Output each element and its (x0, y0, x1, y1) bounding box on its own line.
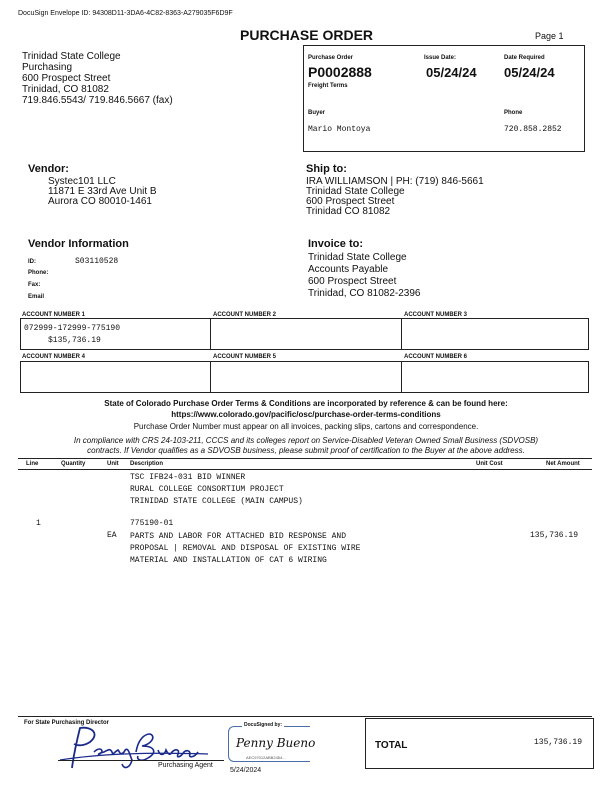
freight-terms-label: Freight Terms (308, 83, 348, 89)
buyer-name: Mario Montoya (308, 125, 371, 134)
intro-line: TSC IFB24-031 BID WINNER (130, 473, 246, 482)
ship-city: Trinidad CO 81082 (306, 206, 391, 217)
description-intro (130, 472, 303, 508)
issue-date-label: Issue Date: (424, 55, 457, 61)
col-net-amount-header: Net Amount (546, 461, 580, 467)
terms-block (0, 398, 612, 456)
envelope-id: DocuSign Envelope ID: 94308D11-3DA6-4C82-8363-A279035F6D9F (18, 10, 233, 17)
terms-line-5: contracts. If Vendor qualifies as a SDVOSB business, please submit proof of certification to the Buyer at the above address. (87, 446, 525, 455)
buyer-label: Buyer (308, 110, 326, 116)
vendor-address (48, 177, 157, 207)
invoice-city: Trinidad, CO 81082-2396 (308, 288, 421, 299)
item-description-line: PARTS AND LABOR FOR ATTACHED BID RESPONSE AND (130, 532, 347, 541)
page-title: PURCHASE ORDER (240, 27, 374, 43)
account-number-4-label: ACCOUNT NUMBER 4 (22, 354, 85, 360)
vendor-heading: Vendor: (28, 163, 69, 175)
po-number-label: Purchase Order (308, 55, 354, 61)
account-number-2-label: ACCOUNT NUMBER 2 (213, 312, 276, 318)
item-line-number: 1 (36, 519, 41, 528)
item-unit: EA (107, 531, 117, 540)
vendor-fax-label: Fax: (28, 282, 41, 288)
vendor-id: S03110528 (75, 257, 119, 266)
item-description (130, 531, 360, 567)
org-street: 600 Prospect Street (22, 73, 111, 84)
terms-line-3: Purchase Order Number must appear on all invoices, packing slips, cartons and correspondence. (133, 422, 479, 431)
invoice-address (308, 252, 420, 300)
ship-name: Trinidad State College (306, 186, 405, 197)
account-number-3-label: ACCOUNT NUMBER 3 (404, 312, 467, 318)
date-required: 05/24/24 (504, 65, 555, 80)
item-code: 775190-01 (130, 519, 174, 528)
account-number-5-label: ACCOUNT NUMBER 5 (213, 354, 276, 360)
issue-date: 05/24/24 (426, 65, 477, 80)
terms-line-1: State of Colorado Purchase Order Terms & Conditions are incorporated by reference & can be found here: (104, 399, 508, 408)
org-dept: Purchasing (22, 62, 73, 73)
intro-line: TRINIDAD STATE COLLEGE (MAIN CAMPUS) (130, 497, 303, 506)
ship-street: 600 Prospect Street (306, 196, 395, 207)
col-line-header: Line (26, 461, 39, 467)
account-number-1-label: ACCOUNT NUMBER 1 (22, 312, 85, 318)
ship-to-address (306, 177, 484, 217)
invoice-dept: Accounts Payable (308, 264, 389, 275)
item-description-line: PROPOSAL | REMOVAL AND DISPOSAL OF EXISTING WIRE (130, 544, 361, 553)
invoice-to-heading: Invoice to: (308, 238, 364, 250)
account-number-6-label: ACCOUNT NUMBER 6 (404, 354, 467, 360)
header-bottom-rule (18, 469, 592, 470)
intro-line: RURAL COLLEGE CONSORTIUM PROJECT (130, 485, 284, 494)
purchasing-agent-label: Purchasing Agent (158, 762, 213, 769)
signed-date: 5/24/2024 (230, 767, 262, 774)
po-number: P0002888 (308, 64, 372, 80)
account-number-1-amount: $135,736.19 (48, 336, 101, 345)
divider (210, 361, 211, 393)
item-net-amount: 135,736.19 (530, 531, 579, 540)
org-city: Trinidad, CO 81082 (22, 84, 109, 95)
divider (401, 361, 402, 393)
buyer-phone: 720.858.2852 (504, 125, 562, 134)
docusign-signature: Penny Bueno (236, 736, 316, 750)
page-number: Page 1 (535, 31, 564, 41)
total-label: TOTAL (375, 740, 408, 751)
ship-to-heading: Ship to: (306, 163, 347, 175)
po-info-box (303, 45, 585, 152)
org-phone: 719.846.5543/ 719.846.5667 (fax) (22, 95, 173, 106)
vendor-email-label: Email (28, 294, 45, 300)
account-number-1-value: 072999-172999-775190 (24, 324, 121, 333)
ship-attn: IRA WILLIAMSON | PH: (719) 846-5661 (306, 176, 484, 187)
total-amount: 135,736.19 (534, 738, 583, 747)
vendor-street: 11871 E 33rd Ave Unit B (48, 186, 157, 197)
signature-line (58, 760, 224, 761)
footer-rule (18, 716, 592, 717)
vendor-id-label: ID: (28, 259, 36, 265)
col-unit-cost-header: Unit Cost (476, 461, 503, 467)
terms-line-4: In compliance with CRS 24-103-211, CCCS and its colleges report on Service-Disabled Veteran Owned Small Business (SDVOSB) (73, 436, 539, 445)
signature-id: AEC97012ABB2454... (246, 755, 286, 760)
phone-label: Phone (504, 110, 523, 116)
date-required-label: Date Required (504, 55, 545, 61)
header-top-rule (18, 458, 592, 459)
item-description-line: MATERIAL AND INSTALLATION OF CAT 6 WIRING (130, 556, 327, 565)
invoice-name: Trinidad State College (308, 252, 407, 263)
org-address (22, 51, 173, 106)
vendor-name: Systec101 LLC (48, 176, 116, 187)
vendor-city: Aurora CO 80010-1461 (48, 196, 152, 207)
vendor-info-heading: Vendor Information (28, 238, 129, 250)
col-quantity-header: Quantity (61, 461, 86, 467)
vendor-phone-label: Phone: (28, 270, 49, 276)
invoice-street: 600 Prospect Street (308, 276, 397, 287)
col-description-header: Description (130, 461, 164, 467)
terms-url[interactable]: https://www.colorado.gov/pacific/osc/purchase-order-terms-conditions (171, 410, 441, 419)
divider (401, 318, 402, 350)
docusigned-by-label: DocuSigned by: (244, 722, 283, 728)
org-name: Trinidad State College (22, 51, 121, 62)
col-unit-header: Unit (107, 461, 119, 467)
divider (210, 318, 211, 350)
purchasing-director-label: For State Purchasing Director (24, 720, 110, 726)
account-row-2 (20, 361, 589, 393)
account-row-1 (20, 318, 589, 350)
